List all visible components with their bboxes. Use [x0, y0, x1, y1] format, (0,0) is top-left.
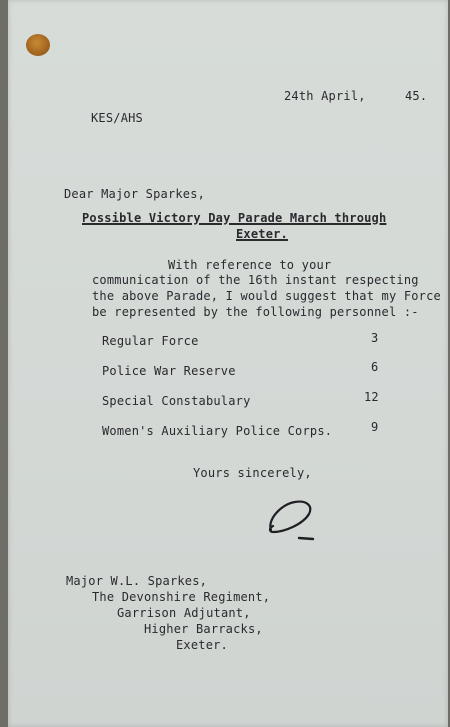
reference-code: KES/AHS: [91, 111, 143, 125]
body-line-1: With reference to your: [168, 258, 332, 272]
addressee-line-3: Garrison Adjutant,: [117, 606, 251, 620]
punch-hole: [26, 34, 50, 56]
salutation: Dear Major Sparkes,: [64, 187, 206, 201]
body-line-2: communication of the 16th instant respecting: [92, 273, 419, 287]
personnel-label: Police War Reserve: [102, 364, 236, 378]
addressee-line-4: Higher Barracks,: [144, 622, 263, 636]
letter-date: 24th April,: [284, 89, 366, 103]
addressee-line-5: Exeter.: [176, 638, 228, 652]
subject-line-2: Exeter.: [236, 227, 288, 241]
personnel-label: Women's Auxiliary Police Corps.: [102, 424, 333, 438]
signature: [263, 492, 333, 547]
subject-line-1: Possible Victory Day Parade March through: [82, 211, 387, 225]
letter-page: [8, 0, 448, 727]
addressee-line-2: The Devonshire Regiment,: [92, 590, 271, 604]
personnel-count: 3: [371, 331, 379, 345]
personnel-count: 12: [364, 390, 379, 404]
personnel-count: 6: [371, 360, 379, 374]
personnel-label: Regular Force: [102, 334, 199, 348]
personnel-count: 9: [371, 420, 379, 434]
body-line-4: be represented by the following personnel :-: [92, 305, 419, 319]
closing: Yours sincerely,: [193, 466, 312, 480]
letter-year: 45.: [405, 89, 428, 103]
personnel-label: Special Constabulary: [102, 394, 251, 408]
body-line-3: the above Parade, I would suggest that my Force: [92, 289, 441, 303]
addressee-line-1: Major W.L. Sparkes,: [66, 574, 208, 588]
